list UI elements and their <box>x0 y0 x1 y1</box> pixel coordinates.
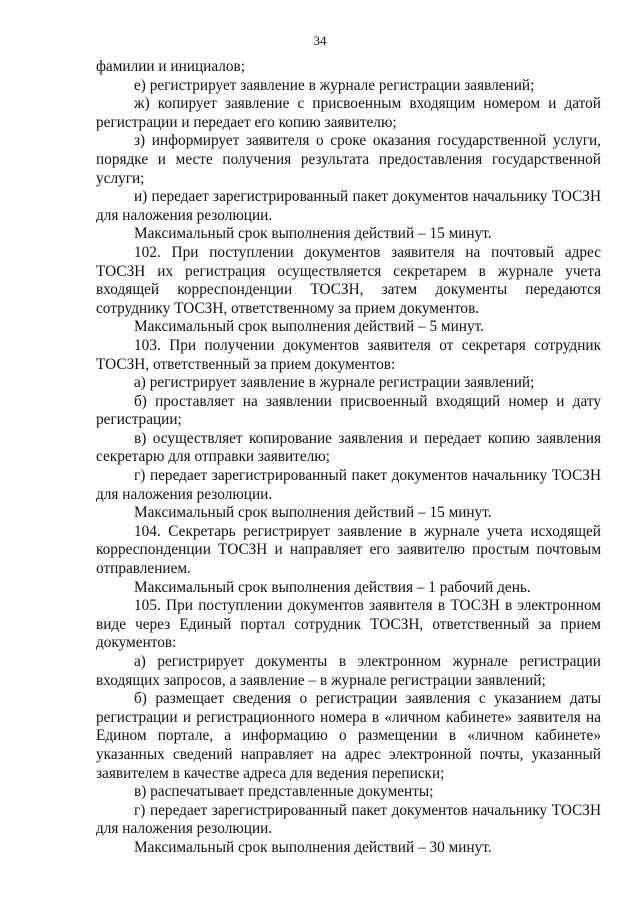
paragraph: 104. Секретарь регистрирует заявление в журнале учета исходящей корреспонденции ТОСЗН и направляет его заявителю простым почтовым отправлением. <box>96 522 601 578</box>
paragraph: г) передает зарегистрированный пакет документов начальнику ТОСЗН для наложения резолюции. <box>96 467 601 503</box>
paragraph: 102. При поступлении документов заявителя на почтовый адрес ТОСЗН их регистрация осуществляется секретарем в журнале учета входящей корреспонденции ТОСЗН, затем документы передаются сотруднику ТОСЗН, ответственному за прием документов. <box>96 243 601 317</box>
document-body <box>96 58 601 858</box>
paragraph: фамилии и инициалов; <box>96 58 246 75</box>
paragraph: и) передает зарегистрированный пакет документов начальнику ТОСЗН для наложения резолюции. <box>96 188 601 224</box>
paragraph: а) регистрирует заявление в журнале регистрации заявлений; <box>134 374 535 392</box>
paragraph: в) распечатывает представленные документы; <box>134 783 434 801</box>
paragraph: Максимальный срок выполнения действий – 30 минут. <box>134 838 492 856</box>
paragraph: в) осуществляет копирование заявления и передает копию заявления секретарю для отправки заявителю; <box>96 429 601 466</box>
paragraph: г) передает зарегистрированный пакет документов начальнику ТОСЗН для наложения резолюции. <box>96 801 601 838</box>
paragraph: ж) копирует заявление с присвоенным входящим номером и датой регистрации и передает его копию заявителю; <box>96 95 601 131</box>
paragraph: 105. При поступлении документов заявителя в ТОСЗН в электронном виде через Единый портал сотрудник ТОСЗН, ответственный за прием документов: <box>96 597 601 652</box>
paragraph: з) информирует заявителя о сроке оказания государственной услуги, порядке и месте получения результата предоставления государственной услуги; <box>96 132 601 187</box>
paragraph: Максимальный срок выполнения действий – 15 минут. <box>134 504 492 522</box>
paragraph: а) регистрирует документы в электронном журнале регистрации входящих запросов, а заявление – в журнале регистрации заявлений; <box>96 653 601 689</box>
paragraph: б) проставляет на заявлении присвоенный входящий номер и дату регистрации; <box>96 392 601 429</box>
paragraph: Максимальный срок выполнения действия – 1 рабочий день. <box>134 578 531 596</box>
paragraph: е) регистрирует заявление в журнале регистрации заявлений; <box>134 76 535 94</box>
paragraph: б) размещает сведения о регистрации заявления с указанием даты регистрации и регистрационного номера в «личном кабинете» заявителя на Едином портале, а информацию о размещении в «личном кабинете» указанных сведений направляет на адрес электронной почты, указанный заявителем в качестве адреса для ведения переписки; <box>96 690 601 782</box>
page-number: 34 <box>313 33 327 48</box>
paragraph: Максимальный срок выполнения действий – 5 минут. <box>134 318 484 336</box>
paragraph: Максимальный срок выполнения действий – 15 минут. <box>134 225 492 243</box>
paragraph: 103. При получении документов заявителя от секретаря сотрудник ТОСЗН, ответственный за прием документов: <box>96 336 601 373</box>
